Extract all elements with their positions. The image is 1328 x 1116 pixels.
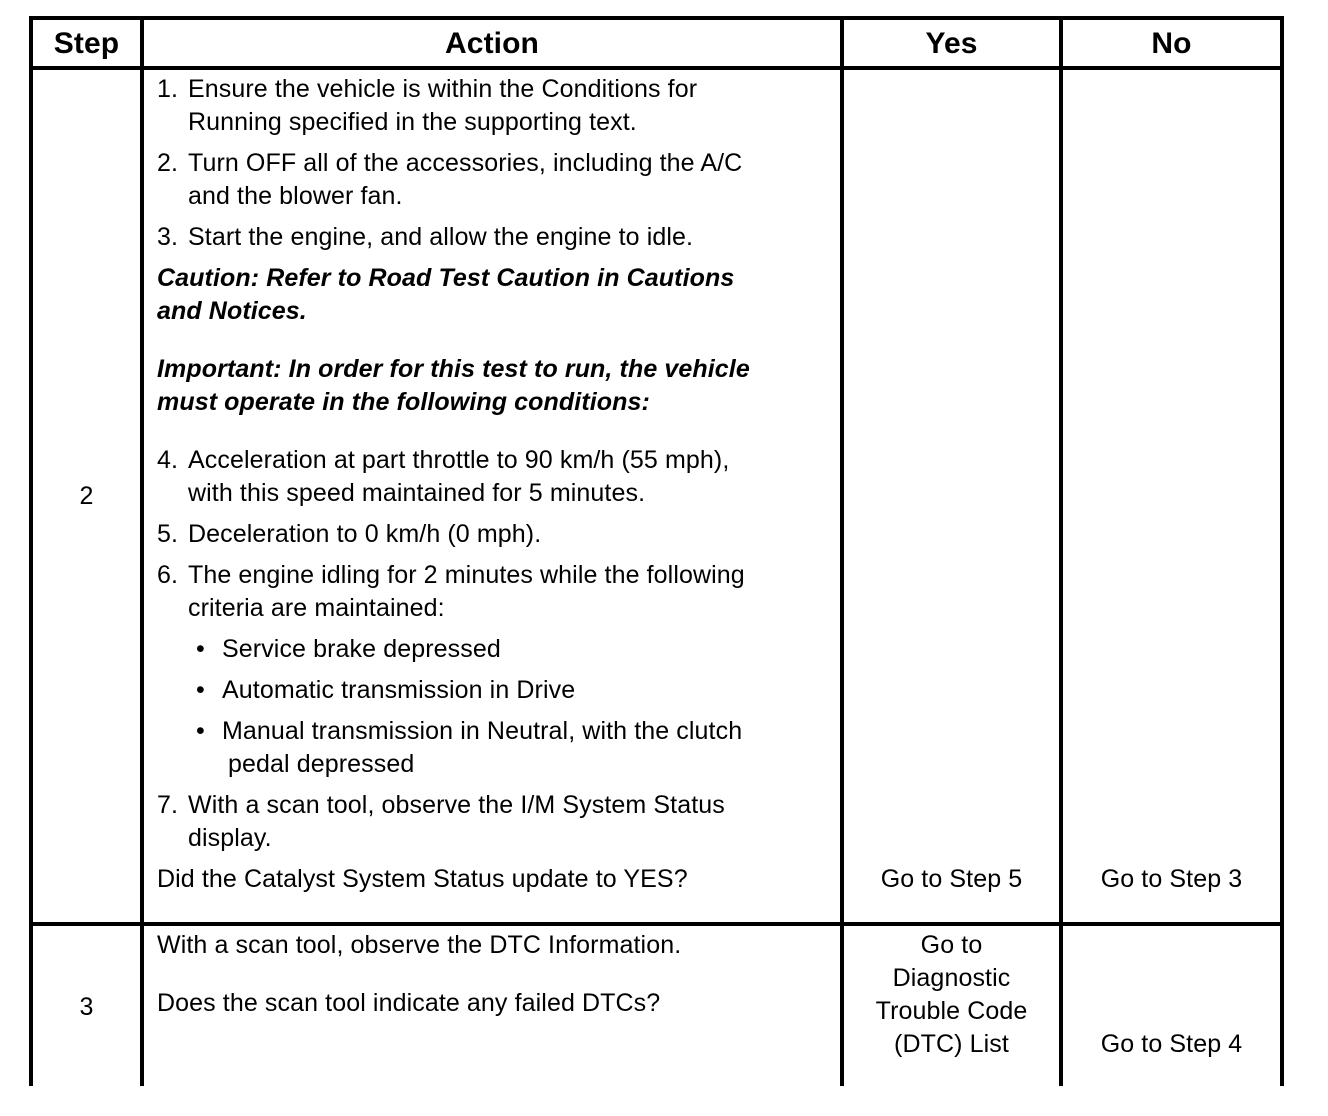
list-item-text: Acceleration at part throttle to 90 km/h (55 mph), xyxy=(188,446,730,474)
yes-result-line: (DTC) List xyxy=(894,1030,1009,1058)
action-text: With a scan tool, observe the DTC Information. xyxy=(157,931,682,959)
list-item-number: 6. xyxy=(157,561,179,589)
column-divider-yes xyxy=(1059,16,1063,1086)
header-bottom-border xyxy=(29,66,1284,70)
step-question: Did the Catalyst System Status update to YES? xyxy=(157,865,688,893)
bullet-item-text: Automatic transmission in Drive xyxy=(222,676,576,704)
list-item-number: 2. xyxy=(157,149,179,177)
row-divider xyxy=(29,922,1284,926)
list-item-text: The engine idling for 2 minutes while the following xyxy=(188,561,745,589)
list-item-number: 3. xyxy=(157,223,179,251)
list-item-text: display. xyxy=(188,824,272,852)
list-item-text: criteria are maintained: xyxy=(188,594,445,622)
yes-result: Go to Step 5 xyxy=(880,865,1023,893)
bullet-item-text: Manual transmission in Neutral, with the clutch xyxy=(222,717,743,745)
bullet-glyph: • xyxy=(196,635,205,663)
table-right-border xyxy=(1280,16,1284,1086)
bullet-glyph: • xyxy=(196,717,205,745)
bullet-item-text: pedal depressed xyxy=(228,750,415,778)
important-note: must operate in the following conditions: xyxy=(157,388,650,416)
important-note: Important: In order for this test to run, the vehicle xyxy=(157,355,750,383)
yes-result-line: Go to xyxy=(920,931,983,959)
list-item-text: Ensure the vehicle is within the Conditions for xyxy=(188,75,698,103)
column-divider-action xyxy=(840,16,844,1086)
list-item-text: with this speed maintained for 5 minutes. xyxy=(188,479,646,507)
header-no: No xyxy=(1151,27,1192,60)
step-question: Does the scan tool indicate any failed DTCs? xyxy=(157,989,661,1017)
yes-result-line: Trouble Code xyxy=(875,997,1028,1025)
list-item-number: 7. xyxy=(157,791,179,819)
list-item-text: Turn OFF all of the accessories, including the A/C xyxy=(188,149,743,177)
caution-note: and Notices. xyxy=(157,297,307,325)
column-divider-step xyxy=(140,16,144,1086)
list-item-number: 5. xyxy=(157,520,179,548)
list-item-number: 4. xyxy=(157,446,179,474)
step-number: 3 xyxy=(79,993,94,1021)
list-item-text: Running specified in the supporting text. xyxy=(188,108,637,136)
table-top-border xyxy=(29,16,1284,20)
list-item-text: and the blower fan. xyxy=(188,182,403,210)
list-item-number: 1. xyxy=(157,75,179,103)
header-action: Action xyxy=(445,27,539,60)
bullet-item-text: Service brake depressed xyxy=(222,635,501,663)
bullet-glyph: • xyxy=(196,676,205,704)
yes-result-line: Diagnostic xyxy=(892,964,1011,992)
list-item-text: Deceleration to 0 km/h (0 mph). xyxy=(188,520,542,548)
list-item-text: With a scan tool, observe the I/M System Status xyxy=(188,791,725,819)
header-yes: Yes xyxy=(925,27,978,60)
list-item-text: Start the engine, and allow the engine to idle. xyxy=(188,223,694,251)
caution-note: Caution: Refer to Road Test Caution in Cautions xyxy=(157,264,735,292)
step-number: 2 xyxy=(79,482,94,510)
no-result: Go to Step 3 xyxy=(1100,865,1243,893)
header-step: Step xyxy=(53,27,120,60)
no-result: Go to Step 4 xyxy=(1100,1030,1243,1058)
table-left-border xyxy=(29,16,33,1086)
